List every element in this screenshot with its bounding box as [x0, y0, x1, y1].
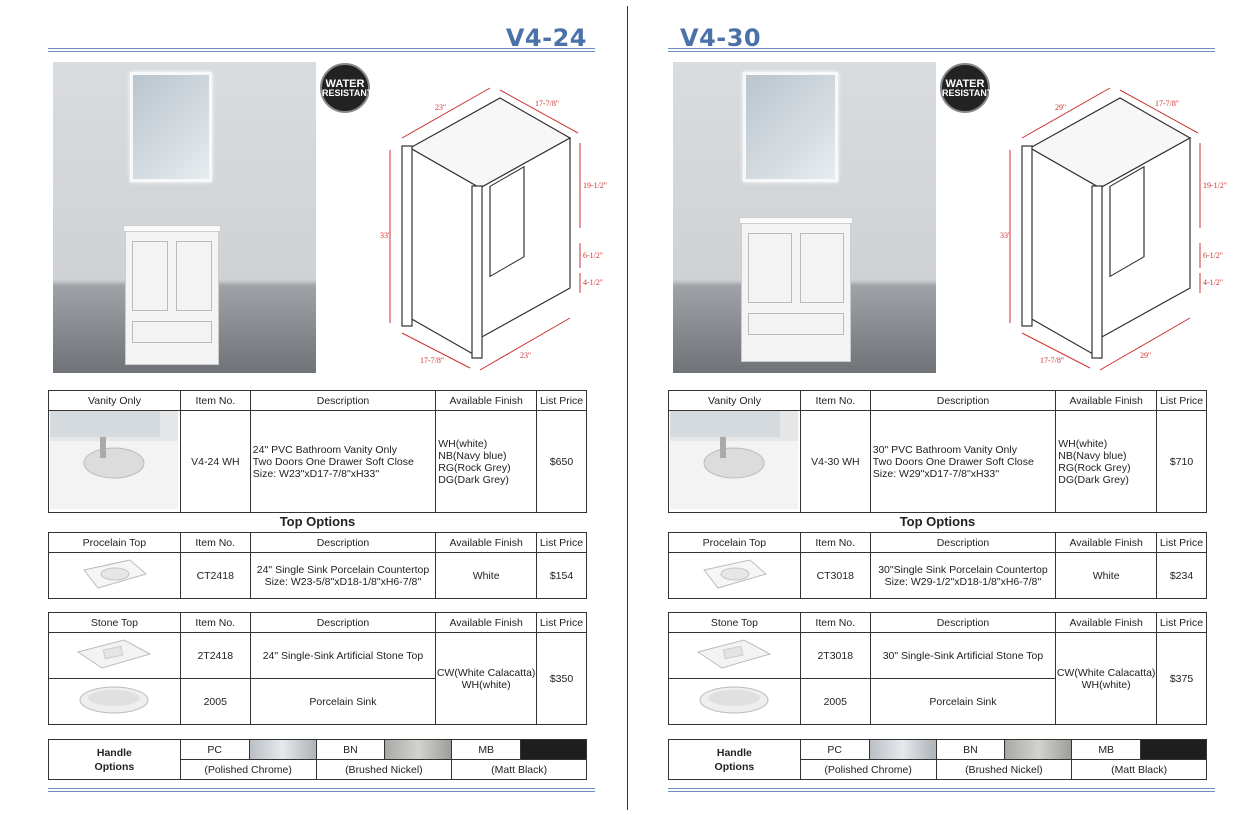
- description-line: 30" PVC Bathroom Vanity Only: [872, 443, 1017, 456]
- col-header: List Price: [537, 613, 587, 633]
- col-header: Description: [250, 391, 435, 411]
- description-cell: [870, 553, 1056, 599]
- description-cell: 24" Single-Sink Artificial Stone Top: [250, 633, 436, 679]
- list-price: $154: [537, 553, 587, 599]
- page-divider: [627, 6, 628, 810]
- finish-line: WH(white): [1058, 437, 1108, 450]
- description-cell: 30" Single-Sink Artificial Stone Top: [870, 633, 1056, 679]
- product-photo: [53, 62, 316, 373]
- polished-chrome-swatch: [249, 740, 316, 760]
- col-header: Available Finish: [1056, 391, 1157, 411]
- badge-bottom-text: RESISTANT: [322, 88, 373, 98]
- dim-depth-bottom: 17-7/8'': [420, 356, 444, 365]
- col-header: Item No.: [180, 533, 250, 553]
- handle-name: (Polished Chrome): [800, 760, 936, 780]
- dim-drawer-height: 6-1/2'': [1203, 251, 1223, 260]
- item-number: 2T3018: [800, 633, 870, 679]
- dimension-drawing: [340, 78, 607, 378]
- vanity-thumbnail: [669, 411, 801, 513]
- finish-line: NB(Navy blue): [1058, 449, 1127, 462]
- dim-depth-top: 17-7/8'': [1155, 99, 1179, 108]
- finish-line: CW(White Calacatta): [436, 666, 536, 679]
- vanity-table: [48, 390, 587, 513]
- col-header: Available Finish: [436, 533, 537, 553]
- col-header: Available Finish: [436, 391, 537, 411]
- finish-line: DG(Dark Grey): [438, 473, 509, 486]
- description-line: Two Doors One Drawer Soft Close: [252, 455, 414, 468]
- finish-line: WH(white): [461, 678, 511, 691]
- top-options-heading: Top Options: [279, 514, 356, 529]
- model-title: V4-24: [505, 24, 587, 52]
- col-header: Procelain Top: [49, 533, 181, 553]
- description-cell: Porcelain Sink: [870, 679, 1056, 725]
- col-header: Available Finish: [436, 613, 537, 633]
- finish-line: DG(Dark Grey): [1058, 473, 1129, 486]
- stone-top-table: [48, 612, 587, 725]
- badge-top-text: WATER: [945, 78, 985, 90]
- finish-line: WH(white): [1081, 678, 1131, 691]
- stone-top-table: [668, 612, 1207, 725]
- model-title: V4-30: [680, 24, 762, 52]
- handle-name: (Matt Black): [1072, 760, 1207, 780]
- finish-cell: [436, 633, 537, 725]
- vanity-cabinet: [741, 222, 851, 362]
- col-header: Description: [870, 613, 1056, 633]
- handle-name: (Polished Chrome): [180, 760, 316, 780]
- handle-name: (Brushed Nickel): [936, 760, 1072, 780]
- item-number: V4-24 WH: [180, 411, 250, 513]
- vanity-thumbnail: [49, 411, 181, 513]
- description-line: 24" Single Sink Porcelain Countertop: [256, 563, 430, 576]
- col-header: Item No.: [800, 391, 870, 411]
- handle-options-table: [668, 739, 1207, 780]
- description-cell: [250, 411, 435, 513]
- led-mirror: [130, 72, 212, 182]
- finish-cell: [436, 411, 537, 513]
- finish-line: RG(Rock Grey): [1058, 461, 1131, 474]
- col-header: Item No.: [800, 613, 870, 633]
- description-cell: [250, 553, 436, 599]
- sink-thumbnail: [669, 679, 801, 725]
- finish-line: NB(Navy blue): [438, 449, 507, 462]
- handle-options-label: Handle Options: [49, 740, 181, 780]
- handle-code: BN: [316, 740, 385, 760]
- col-header: List Price: [537, 391, 587, 411]
- matt-black-swatch: [1141, 740, 1207, 760]
- description-line: Two Doors One Drawer Soft Close: [872, 455, 1034, 468]
- handle-code: MB: [452, 740, 521, 760]
- dim-depth-bottom: 17-7/8'': [1040, 356, 1064, 365]
- list-price: $350: [537, 633, 587, 725]
- porcelain-top-thumbnail: [669, 553, 801, 599]
- list-price: $234: [1157, 553, 1207, 599]
- porcelain-top-thumbnail: [49, 553, 181, 599]
- dim-width-top: 23'': [435, 103, 446, 112]
- dim-width-top: 29'': [1055, 103, 1066, 112]
- col-header: Description: [870, 533, 1056, 553]
- col-header: Procelain Top: [669, 533, 801, 553]
- porcelain-top-table: [48, 532, 587, 599]
- col-header: Stone Top: [669, 613, 801, 633]
- page-v4-24: [40, 0, 607, 815]
- handle-code: PC: [180, 740, 249, 760]
- col-header: Description: [250, 613, 436, 633]
- badge-top-text: WATER: [325, 78, 365, 90]
- dim-leg-height: 4-1/2'': [1203, 278, 1223, 287]
- footer-rule: [668, 788, 1215, 792]
- col-header: Item No.: [180, 391, 250, 411]
- dim-depth-top: 17-7/8'': [535, 99, 559, 108]
- top-options-heading: Top Options: [899, 514, 976, 529]
- header-rule: [668, 48, 1215, 52]
- description-line: Size: W23-5/8"xD18-1/8"xH6-7/8'': [264, 575, 422, 588]
- stone-top-thumbnail: [49, 633, 181, 679]
- col-header: List Price: [1157, 533, 1207, 553]
- finish-cell: White: [1056, 553, 1157, 599]
- finish-cell: [1056, 633, 1157, 725]
- description-line: 24" PVC Bathroom Vanity Only: [252, 443, 397, 456]
- col-header: Available Finish: [1056, 533, 1157, 553]
- finish-line: WH(white): [438, 437, 488, 450]
- matt-black-swatch: [521, 740, 587, 760]
- dimension-drawing: [960, 78, 1227, 378]
- finish-line: CW(White Calacatta): [1056, 666, 1156, 679]
- handle-code: MB: [1072, 740, 1141, 760]
- col-header: List Price: [1157, 391, 1207, 411]
- product-photo: [673, 62, 936, 373]
- col-header: Item No.: [800, 533, 870, 553]
- vanity-cabinet: [125, 230, 219, 365]
- footer-rule: [48, 788, 595, 792]
- handle-options-table: [48, 739, 587, 780]
- dim-width-bottom: 29'': [1140, 351, 1151, 360]
- col-header: Available Finish: [1056, 613, 1157, 633]
- item-number: 2T2418: [180, 633, 250, 679]
- item-number: V4-30 WH: [800, 411, 870, 513]
- col-header: Description: [250, 533, 436, 553]
- brushed-nickel-swatch: [385, 740, 452, 760]
- finish-cell: White: [436, 553, 537, 599]
- description-line: 30"Single Sink Porcelain Countertop: [878, 563, 1048, 576]
- led-mirror: [743, 72, 838, 182]
- porcelain-top-table: [668, 532, 1207, 599]
- list-price: $650: [537, 411, 587, 513]
- item-number: 2005: [800, 679, 870, 725]
- sink-thumbnail: [49, 679, 181, 725]
- stone-top-thumbnail: [669, 633, 801, 679]
- dim-height: 33'': [1000, 231, 1011, 240]
- vanity-table: [668, 390, 1207, 513]
- finish-cell: [1056, 411, 1157, 513]
- item-number: CT2418: [180, 553, 250, 599]
- finish-line: RG(Rock Grey): [438, 461, 511, 474]
- handle-name: (Matt Black): [452, 760, 587, 780]
- item-number: 2005: [180, 679, 250, 725]
- col-header: List Price: [537, 533, 587, 553]
- list-price: $710: [1157, 411, 1207, 513]
- dim-door-height: 19-1/2'': [1203, 181, 1227, 190]
- col-header: Vanity Only: [669, 391, 801, 411]
- handle-options-label: Handle Options: [669, 740, 801, 780]
- handle-name: (Brushed Nickel): [316, 760, 452, 780]
- handle-code: BN: [936, 740, 1005, 760]
- list-price: $375: [1157, 633, 1207, 725]
- brushed-nickel-swatch: [1005, 740, 1072, 760]
- page-v4-30: [660, 0, 1227, 815]
- dim-leg-height: 4-1/2'': [583, 278, 603, 287]
- handle-code: PC: [800, 740, 869, 760]
- polished-chrome-swatch: [869, 740, 936, 760]
- badge-bottom-text: RESISTANT: [942, 88, 993, 98]
- col-header: Stone Top: [49, 613, 181, 633]
- description-line: Size: W23"xD17-7/8"xH33'': [252, 467, 380, 480]
- item-number: CT3018: [800, 553, 870, 599]
- description-cell: [870, 411, 1055, 513]
- col-header: Item No.: [180, 613, 250, 633]
- col-header: List Price: [1157, 613, 1207, 633]
- col-header: Description: [870, 391, 1055, 411]
- col-header: Vanity Only: [49, 391, 181, 411]
- dim-width-bottom: 23'': [520, 351, 531, 360]
- dim-height: 33'': [380, 231, 391, 240]
- dim-drawer-height: 6-1/2'': [583, 251, 603, 260]
- description-line: Size: W29-1/2"xD18-1/8"xH6-7/8'': [884, 575, 1042, 588]
- description-cell: Porcelain Sink: [250, 679, 436, 725]
- dim-door-height: 19-1/2'': [583, 181, 607, 190]
- description-line: Size: W29"xD17-7/8"xH33'': [872, 467, 1000, 480]
- header-rule: [48, 48, 595, 52]
